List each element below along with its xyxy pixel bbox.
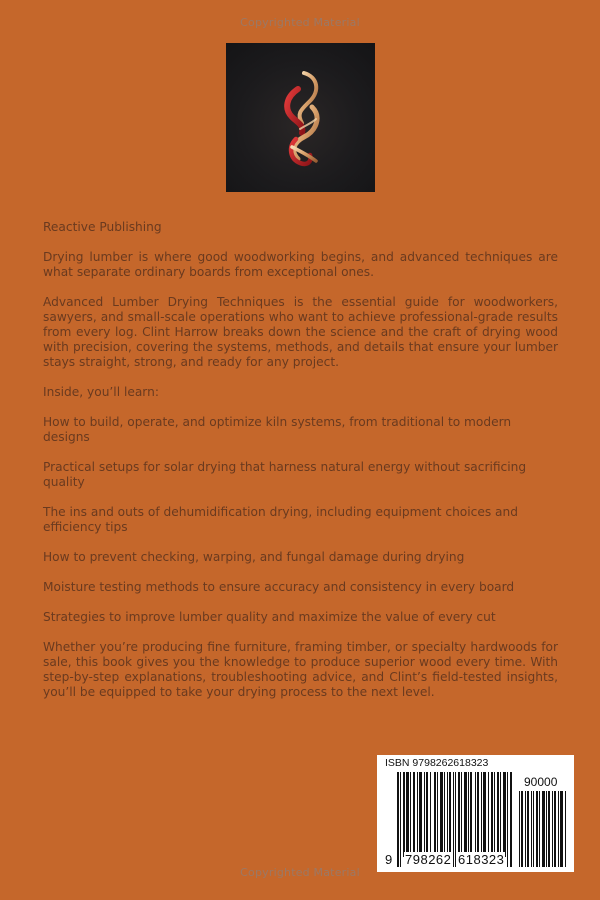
back-cover-text (43, 220, 558, 715)
learn-item: Strategies to improve lumber quality and maximize the value of every cut (43, 610, 496, 624)
addon-bars (519, 791, 566, 867)
learn-item: How to build, operate, and optimize kiln systems, from traditional to modern designs (43, 415, 512, 444)
publisher-name: Reactive Publishing (43, 220, 162, 234)
isbn-label: ISBN 9798262618323 (385, 757, 489, 769)
closing-paragraph: Whether you’re producing fine furniture, framing timber, or specialty hardwoods for sale, this book gives you the knowledge to produce superior wood every time. With step-by-step explanations, troubleshooting advice, and Clint’s field-tested insights, you’ll be equipped to take your drying process to the next level. (43, 640, 558, 699)
learn-item: Practical setups for solar drying that harness natural energy without sacrificing quality (43, 460, 527, 489)
opening-paragraph: Drying lumber is where good woodworking begins, and advanced techniques are what separate ordinary boards from exceptional ones. (43, 250, 558, 279)
learn-item: The ins and outs of dehumidification drying, including equipment choices and efficiency tips (43, 505, 518, 534)
learn-item: How to prevent checking, warping, and fungal damage during drying (43, 550, 465, 564)
barcode-digit-lead: 9 (385, 852, 393, 867)
flame-ribbon-logo-icon (226, 43, 375, 192)
learn-list (43, 415, 558, 625)
publisher-logo (226, 43, 375, 192)
isbn-barcode (377, 755, 574, 872)
learn-lead: Inside, you’ll learn: (43, 385, 159, 399)
barcode-digit-group-2: 618323 (458, 852, 505, 867)
price-code: 90000 (524, 775, 558, 789)
watermark-top: Copyrighted Material (240, 16, 360, 29)
learn-item: Moisture testing methods to ensure accuracy and consistency in every board (43, 580, 515, 594)
watermark-bottom: Copyrighted Material (240, 866, 360, 879)
barcode-digit-group-1: 798262 (405, 852, 452, 867)
description-paragraph: Advanced Lumber Drying Techniques is the essential guide for woodworkers, sawyers, and small-scale operations who want to achieve professional-grade results from every log. Clint Harrow breaks down the science and the craft of drying wood with precision, covering the systems, methods, and details that ensure your lumber stays straight, strong, and ready for any project. (43, 295, 558, 369)
